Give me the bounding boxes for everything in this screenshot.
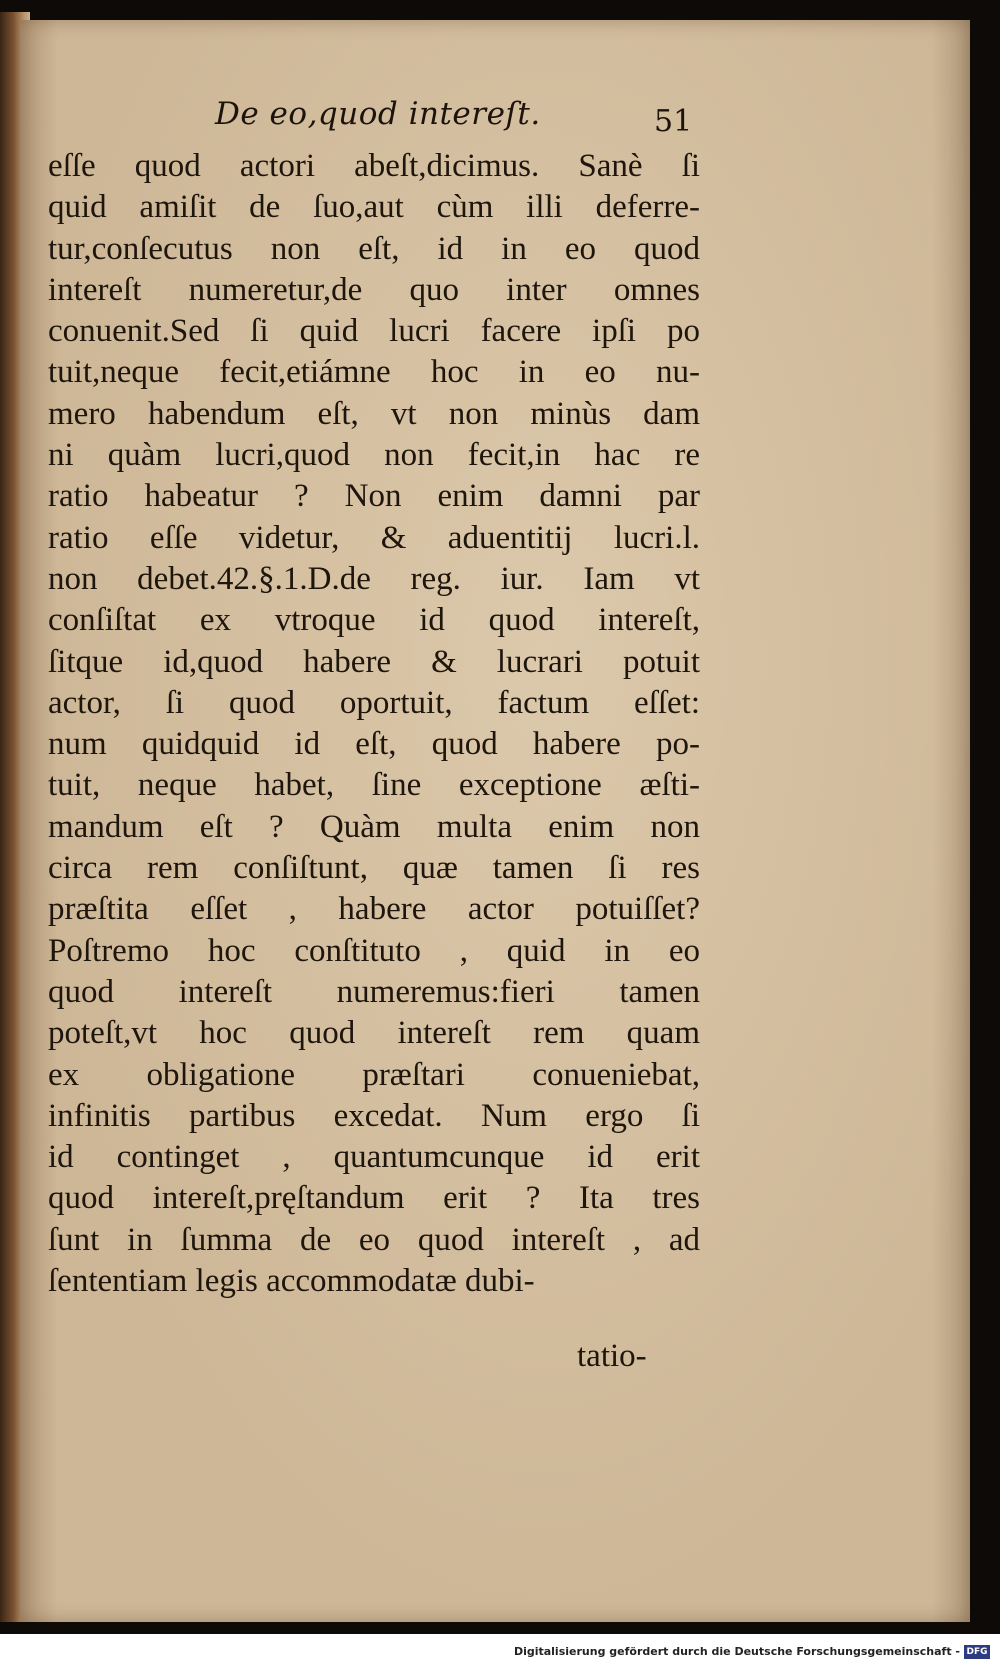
text-line: Poſtremo hoc conſtituto , quid in eo <box>48 932 700 969</box>
text-line: num quidquid id eſt, quod habere po- <box>48 726 700 763</box>
running-head: De eo,quod intereſt. <box>215 96 541 132</box>
text-line: ni quàm lucri,quod non fecit,in hac re <box>48 437 700 474</box>
text-line: mero habendum eſt, vt non minùs dam <box>48 395 700 432</box>
text-line: tuit,neque fecit,etiámne hoc in eo nu- <box>48 354 700 391</box>
text-line: non debet.42.§.1.D.de reg. iur. Iam vt <box>48 560 700 597</box>
text-line: ratio eſſe videtur, & aduentitij lucri.l. <box>48 519 700 556</box>
text-line: tur,conſecutus non eſt, id in eo quod <box>48 230 700 267</box>
text-line: ratio habeatur ? Non enim damni par <box>48 478 700 515</box>
book-page <box>20 20 970 1622</box>
text-line: circa rem conſiſtunt, quæ tamen ſi res <box>48 850 700 887</box>
dfg-logo: DFG <box>964 1645 990 1659</box>
page-number: 51 <box>654 104 693 139</box>
text-line: ſunt in ſumma de eo quod intereſt , ad <box>48 1221 700 1258</box>
digitization-footer <box>0 1634 1000 1666</box>
text-line: quod intereſt numeremus:fieri tamen <box>48 973 700 1010</box>
text-line: poteſt,vt hoc quod intereſt rem quam <box>48 1015 700 1052</box>
text-line: actor, ſi quod oportuit, factum eſſet: <box>48 684 700 721</box>
body-text <box>48 146 700 1302</box>
text-line: ex obligatione præſtari conueniebat, <box>48 1056 700 1093</box>
text-line: eſſe quod actori abeſt,dicimus. Sanè ſi <box>48 148 700 184</box>
catchword: tatio- <box>577 1338 647 1374</box>
text-line: quod intereſt,pręſtandum erit ? Ita tres <box>48 1180 700 1217</box>
text-line: ſitque id,quod habere & lucrari potuit <box>48 643 700 680</box>
text-line: ſententiam legis accommodatæ dubi- <box>48 1263 535 1300</box>
text-line: quid amiſit de ſuo,aut cùm illi deferre- <box>48 189 700 226</box>
text-line: intereſt numeretur,de quo inter omnes <box>48 271 700 308</box>
text-line: conuenit.Sed ſi quid lucri facere ipſi po <box>48 313 700 350</box>
text-line: id continget , quantumcunque id erit <box>48 1139 700 1176</box>
text-line: præſtita eſſet , habere actor potuiſſet? <box>48 891 700 928</box>
funding-credit: Digitalisierung gefördert durch die Deutsche Forschungsgemeinschaft - <box>513 1645 960 1658</box>
text-line: infinitis partibus excedat. Num ergo ſi <box>48 1097 700 1134</box>
text-line: tuit, neque habet, ſine exceptione æſti- <box>48 767 700 804</box>
text-line: conſiſtat ex vtroque id quod intereſt, <box>48 602 700 639</box>
text-line: mandum eſt ? Quàm multa enim non <box>48 808 700 845</box>
